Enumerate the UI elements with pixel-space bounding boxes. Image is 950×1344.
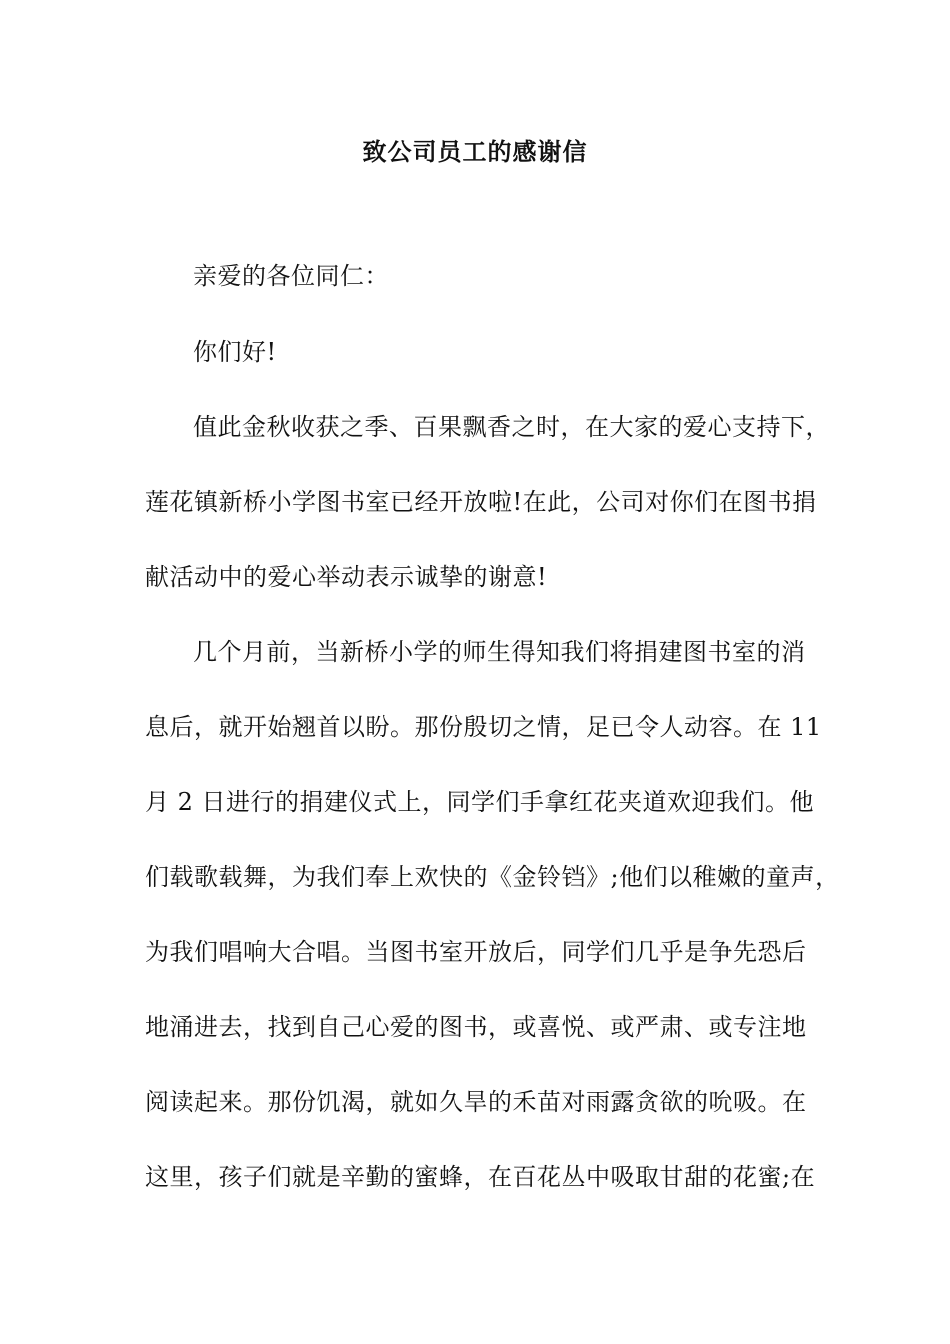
paragraph-2-line-1: 几个月前，当新桥小学的师生得知我们将捐建图书室的消 [193,638,806,666]
paragraph-2-line-6: 地涌进去，找到自己心爱的图书，或喜悦、或严肃、或专注地 [145,1013,807,1041]
greeting: 你们好! [193,338,277,366]
paragraph-1-line-2: 莲花镇新桥小学图书室已经开放啦!在此，公司对你们在图书捐 [145,488,817,516]
paragraph-2-line-5: 为我们唱响大合唱。当图书室开放后，同学们几乎是争先恐后 [145,938,807,966]
paragraph-2-line-3: 月 2 日进行的捐建仪式上，同学们手拿红花夹道欢迎我们。他 [145,788,815,816]
paragraph-1-line-3: 献活动中的爱心举动表示诚挚的谢意! [145,563,548,591]
paragraph-1-line-1: 值此金秋收获之季、百果飘香之时，在大家的爱心支持下， [193,413,830,441]
salutation: 亲爱的各位同仁： [193,262,389,290]
paragraph-2-line-2: 息后，就开始翘首以盼。那份殷切之情，足已令人动容。在 11 [145,713,822,741]
paragraph-2-line-7: 阅读起来。那份饥渴，就如久旱的禾苗对雨露贪欲的吮吸。在 [145,1088,807,1116]
paragraph-2-line-8: 这里，孩子们就是辛勤的蜜蜂，在百花丛中吸取甘甜的花蜜;在 [145,1163,816,1191]
document-title: 致公司员工的感谢信 [362,137,588,166]
paragraph-2-line-4: 们载歌载舞，为我们奉上欢快的《金铃铛》;他们以稚嫩的童声， [145,863,840,891]
